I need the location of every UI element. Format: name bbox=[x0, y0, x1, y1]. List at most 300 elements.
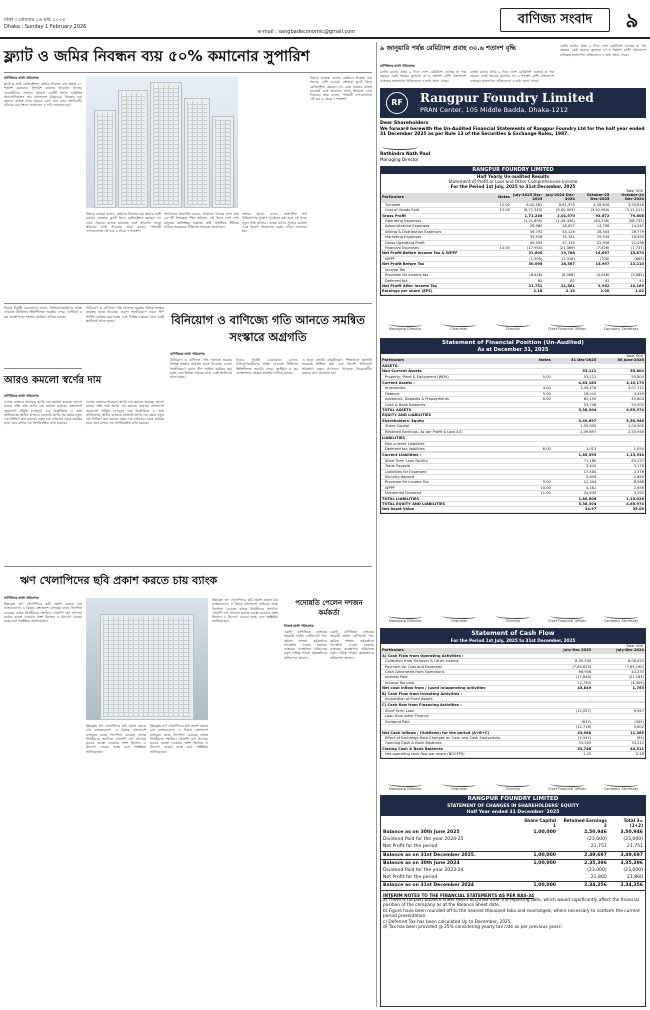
fp-cell: Deferred tax liabilities bbox=[381, 446, 529, 451]
article1-body-col5: রিহ্যাব নেতারা বলেন, বর্তমানে নিবন্ধন ব্যয় অনেক বেশি হওয়ায় ক্রেতারা ফ্ল্যাট কিনে রেজিস্ট্রেশন করছেন না। এতে সরকার রাজস্ব হারাচ্ছে এবং আবাসন খাতে স্থবিরতা দেখা দিয়েছে। তারা বলেন, পার্শ্ববর্তী দেশগুলোতে এই ব্যয় ৬ থেকে ৭ শতাংশ। bbox=[310, 76, 372, 102]
pl-cell: 19,934 bbox=[576, 235, 611, 240]
signature-label: Director bbox=[505, 327, 521, 331]
fp-cell: 35.09 bbox=[597, 507, 645, 512]
notice-salutation: Dear Shareholders bbox=[380, 121, 429, 126]
building-4 bbox=[184, 98, 210, 208]
cf-cell: - bbox=[539, 697, 592, 702]
pl-table bbox=[381, 193, 645, 295]
fp-cell: 34.97 bbox=[552, 507, 597, 512]
fp-cell: 8.00 bbox=[529, 446, 552, 451]
eq-cell: 3,49,697 bbox=[609, 851, 645, 859]
divider-1 bbox=[4, 303, 372, 304]
cf-cell: (21,183) bbox=[592, 675, 645, 680]
cf-cell: (637) bbox=[539, 719, 592, 724]
cf-cell: 43,235 bbox=[592, 670, 645, 675]
fp-cell: 65,150 bbox=[552, 397, 597, 402]
eq-cell: 2,49,697 bbox=[558, 851, 609, 859]
cf-header-cell: July-Dec 2025 bbox=[539, 648, 592, 653]
pl-cell: Gross Profit bbox=[381, 213, 497, 218]
pl-cell: (1,21,690) bbox=[511, 219, 543, 224]
pl-cell: 79,806 bbox=[610, 213, 645, 218]
column-divider bbox=[376, 42, 377, 1007]
cf-cell: B) Cash Flow from Investing Activities : bbox=[381, 691, 539, 696]
signature-label: Chairman bbox=[450, 619, 468, 623]
cf-cell: Payment for Cost and Expenses bbox=[381, 664, 539, 669]
fp-cell: 3,50,946 bbox=[597, 418, 645, 423]
pl-cell: Net Profit After Income Tax bbox=[381, 283, 497, 288]
pl-cell: 29,786 bbox=[543, 251, 575, 256]
pl-cell: 3,93,818 bbox=[610, 202, 645, 207]
pl-cell: Income Tax bbox=[381, 267, 497, 272]
eq-note-item: b) Figure have been rounded off to the nearest thousand taka and rearranged, where necessary to conform the current period presentation. bbox=[383, 908, 640, 920]
pl-cell: 41 bbox=[576, 278, 611, 283]
fp-row bbox=[381, 507, 645, 512]
fp-cell: Unclaimed Dividend bbox=[381, 491, 529, 496]
eq-cell: Dividend Paid for the year 2024-25 bbox=[383, 837, 464, 843]
fp-cell: 3,449 bbox=[597, 391, 645, 396]
fp-cell: 2,849 bbox=[552, 474, 597, 479]
signature-label: Managing Director bbox=[388, 787, 422, 791]
fp-cell: 53,746 bbox=[552, 402, 597, 407]
cf-cell: C) Cash flow from Financing Activities : bbox=[381, 703, 539, 708]
fp-cell: 5.00 bbox=[529, 374, 552, 379]
pl-unit: Taka '000 bbox=[625, 189, 643, 193]
pl-cell: (3,32,954) bbox=[576, 208, 611, 213]
pl-section bbox=[380, 166, 646, 296]
signature-label: Managing Director bbox=[388, 619, 422, 623]
pl-cell: Gross Operating Profit bbox=[381, 240, 497, 245]
fp-cell: 53,205 bbox=[597, 402, 645, 407]
building-3 bbox=[150, 82, 182, 208]
notice-signer-title: Managing Director bbox=[380, 157, 419, 162]
article1-body-col3: সংগঠনের সভাপতি বলেন, আবাসন খাতের সঙ্গে প্রায় ৪৫০টি লিংকেজ শিল্প জড়িত। এই খাতে লাখ লাখ মানুষের কর্মসংস্থান হয়েছে। তাই খাতটিকে টিকিয়ে রাখতে সরকারের নীতিগত সহায়তা প্রয়োজন। bbox=[164, 212, 239, 229]
eq-header-cell bbox=[381, 817, 518, 829]
pl-cell: (4,046) bbox=[576, 273, 611, 278]
eq-cell: (23,000) bbox=[587, 868, 607, 874]
eq-section bbox=[380, 795, 646, 1007]
article2-body-col2: বিডার নির্বাহী চেয়ারম্যান বলেন, বিনিয়োগকারীদের আস্থা ফেরাতে নীতিগত স্থিতিশীলতা জরুরি। বন্দর, কাস্টমস ও কর ব্যবস্থাপনায় সংস্কার কার্যক্রম এগিয়ে চলছে। bbox=[236, 358, 298, 375]
fp-cell: 34,639 bbox=[552, 491, 597, 496]
fp-cell: 5,36,304 bbox=[552, 408, 597, 413]
notice-message: We forward herewith the Un-Audited Financial Statements of Rangpur Foundry Ltd for the half year ended 31 December 2025 as per Rule 13 of the Securities & Exchange Rules, 1987. bbox=[380, 127, 645, 138]
signature-label: Chief Financial Officer bbox=[547, 787, 587, 791]
fp-signatures bbox=[380, 614, 646, 626]
fp-cell: 2,50,946 bbox=[597, 429, 645, 434]
cf-cell: 53,746 bbox=[539, 746, 592, 751]
fp-cell: 1,013 bbox=[552, 446, 597, 451]
article4-body-col4: ইচ্ছাকৃত ঋণ খেলাপিদের ছবি প্রকাশ করতে চায় ব্যাংকগুলো। এ বিষয়ে বাংলাদেশ ব্যাংকের কাছে নির্দেশনা চেয়েছে ব্যাংক নির্বাহীদের সংগঠন। খেলাপি ঋণ আদায়ে কঠোর ব্যবস্থা নেওয়ার অংশ হিসেবে এ উদ্যোগ নেওয়া হচ্ছে বলে সংশ্লিষ্টরা জানিয়েছেন। bbox=[212, 598, 278, 624]
cf-cell: 53,205 bbox=[539, 741, 592, 746]
article1-body-col4: বক্তারা আরও বলেন, অপ্রদর্শিত অর্থ বিনিয়োগের সুযোগ পুনর্বহাল করা হলে এই খাতে নতুন গতি আসবে। ব্যাংক ঋণের সুদহার কমানো এবং গৃহঋণ সহজলভ্য করার দাবিও জানানো হয়। bbox=[242, 212, 307, 234]
pl-cell: 9,992 bbox=[576, 283, 611, 288]
notice-company-name: Rangpur Foundry Limited bbox=[420, 91, 594, 105]
eq-cell: Balance as on 31st December 2025. bbox=[381, 851, 518, 859]
fp-cell: 55,804 bbox=[597, 374, 645, 379]
pl-cell: 1.00 bbox=[576, 289, 611, 294]
fp-cell: 3,49,278 bbox=[552, 386, 597, 391]
notice-signer: Rathindra Nath Paul bbox=[380, 152, 431, 157]
article6-byline: বাণিজ্যিক বার্তা পরিবেশক bbox=[380, 64, 415, 68]
article6-headline: ৯ জানুয়ারি পর্যন্ত রেমিট্যান্স প্রবাহ ৩০.৬ শতাংশ বৃদ্ধি bbox=[380, 44, 516, 52]
article3-body-col1: দেশের বাজারে আবারও স্বর্ণের দাম কমানো হয়েছে। ভালো মানের প্রতি ভরি স্বর্ণের দাম কমানো হয়েছে। বাংলাদেশ জুয়েলার্স সমিতি (বাজুস) এক বিজ্ঞপ্তিতে এ তথ্য জানিয়েছে। স্থানীয় বাজারে তেজাবি স্বর্ণের দাম কমায় নতুন দাম নির্ধারণ করা হয়েছে। নতুন দাম সোমবার থেকে কার্যকর হবে। তবে রুপার দাম অপরিবর্তিত রাখা হয়েছে। bbox=[4, 400, 82, 426]
signature-block bbox=[380, 782, 430, 794]
pl-cell: (21,369) bbox=[543, 246, 575, 251]
article2-byline: বাণিজ্যিক বার্তা পরিবেশক bbox=[170, 352, 205, 356]
fp-cell: 3,176 bbox=[597, 464, 645, 469]
eq-cell bbox=[518, 836, 558, 843]
pl-cell: 49,555 bbox=[511, 240, 543, 245]
article1-byline: বাণিজ্যিক বার্তা পরিবেশক bbox=[4, 76, 39, 80]
notice-header bbox=[380, 88, 646, 118]
eq-row bbox=[381, 851, 645, 859]
fp-unit: Taka' 000 bbox=[625, 354, 643, 358]
pl-cell: (8,426) bbox=[511, 273, 543, 278]
cf-cell: 66,906 bbox=[539, 670, 592, 675]
cf-cell: Short Term Loan bbox=[381, 708, 539, 713]
pl-header-row bbox=[381, 193, 645, 202]
fp-cell: TOTAL ASSETS bbox=[381, 408, 529, 413]
pl-subtitle-1: Half Yearly Un-audited Results bbox=[476, 174, 550, 179]
cf-cell: (7,63,190) bbox=[592, 664, 645, 669]
pl-cell: (3,082) bbox=[610, 273, 645, 278]
fp-cell: 9.00 bbox=[529, 480, 552, 485]
pl-cell: 21,861 bbox=[543, 283, 575, 288]
fp-title: Statement of Financial Position (Un-Audited) bbox=[381, 339, 645, 347]
fp-cell: 2,656 bbox=[597, 485, 645, 490]
fp-cell: 71,180 bbox=[552, 458, 597, 463]
fp-section bbox=[380, 338, 646, 514]
bank-building bbox=[100, 614, 194, 720]
article4-headline: ঋণ খেলাপিদের ছবি প্রকাশ করতে চায় ব্যাংক bbox=[20, 574, 218, 587]
eq-title-3: Half Year ended 31 December '2025 bbox=[381, 810, 645, 817]
pl-cell: Deferred tax bbox=[381, 278, 497, 283]
article4-bank-photo bbox=[86, 598, 208, 720]
eq-cell: 21,860 bbox=[626, 875, 643, 881]
eq-row bbox=[381, 829, 645, 836]
fp-cell: 8,068 bbox=[597, 480, 645, 485]
pl-cell: 14,798 bbox=[576, 224, 611, 229]
article6-body-col1: চলতি মাসের প্রথম ৯ দিনে দেশে রেমিট্যান্স এসেছে যা গত বছরের একই সময়ের তুলনায় ৩০.৬ শতাংশ বেশি। বাংলাদেশ ব্যাংকের হালনাগাদ প্রতিবেদনে এ তথ্য জানা গেছে। bbox=[380, 70, 466, 83]
article1-building-photo bbox=[86, 76, 238, 208]
pl-cell: (1,505) bbox=[511, 256, 543, 261]
eq-cell bbox=[518, 843, 558, 851]
cf-cell: - bbox=[539, 714, 592, 719]
fp-cell: Shareholders' Equity bbox=[381, 418, 529, 423]
pl-signatures bbox=[380, 322, 646, 334]
fp-cell: Non-current Liabilities bbox=[381, 441, 529, 446]
pl-cell: 22,936 bbox=[576, 240, 611, 245]
pl-cell: 18,995 bbox=[610, 235, 645, 240]
cf-signatures bbox=[380, 782, 646, 794]
signature-block bbox=[596, 614, 646, 626]
article2-body-col4: বিনিয়োগ ও বাণিজ্যে গতি আনতে সরকার বিভিন্ন সংস্কার কার্যক্রম হাতে নিয়েছে। ব্যবসা সহজীকরণে ওয়ান স্টপ সার্ভিস কার্যকর করা হচ্ছে এবং বিভিন্ন দপ্তরের সেবা একই প্ল্যাটফর্মে আনা হচ্ছে। bbox=[86, 306, 164, 323]
fp-cell: 1,15,028 bbox=[597, 496, 645, 501]
cf-table bbox=[381, 648, 645, 757]
cf-subtitle: For the Period 1st July, 2025 to 31st December, 2025 bbox=[381, 638, 645, 644]
eq-cell: 21,860 bbox=[590, 875, 607, 881]
signature-block bbox=[596, 322, 646, 334]
cf-cell: Closing Cash & Bank Balances bbox=[381, 746, 539, 751]
pl-cell: 56,792 bbox=[511, 229, 543, 234]
fp-header-cell: 30 June-2025 bbox=[597, 358, 645, 363]
eq-cell: 21,751 bbox=[590, 844, 607, 850]
cf-row bbox=[381, 752, 645, 757]
article2-body-col3: এ ছাড়া রপ্তানি বহুমুখীকরণ, শিল্পাঞ্চলে জ্বালানি সরবরাহ নিশ্চিত করা এবং বিদেশি বিনিয়োগ আকর্ষণে নতুন প্রণোদনা প্যাকেজ বিবেচনাধীন রয়েছে বলে জানানো হয়। bbox=[302, 358, 372, 375]
cf-cell: Acquisition of Fixed Assets bbox=[381, 697, 539, 702]
fp-cell: EQUITY AND LIABILITIES bbox=[381, 413, 529, 418]
pl-cell: 2.18 bbox=[511, 289, 543, 294]
cf-cell: Effect of Exchange Rate Changes on Cash and Cash Equivalents bbox=[381, 735, 539, 740]
fp-cell: 1,86,608 bbox=[552, 496, 597, 501]
fp-cell: 12,344 bbox=[552, 480, 597, 485]
cf-cell: Net operating cash flow per share (NOCFPS) bbox=[381, 752, 539, 757]
article3-headline: আরও কমলো স্বর্ণের দাম bbox=[4, 375, 102, 386]
cf-header-cell: July-Dec 2024 bbox=[592, 648, 645, 653]
fp-cell: 83,237 bbox=[597, 458, 645, 463]
article5-headline: পদোন্নতি পেলেন দশজন কর্মকর্তা bbox=[295, 599, 363, 617]
masthead-email[interactable]: e-mail : sangbadeconomic@gmail.com bbox=[258, 29, 356, 35]
pl-cell: 1,71,236 bbox=[511, 213, 543, 218]
pl-header-cell: Notes bbox=[497, 193, 511, 202]
fp-cell: 1,13,934 bbox=[597, 453, 645, 458]
cf-cell: (2,547) bbox=[539, 735, 592, 740]
cf-cell: (4,309) bbox=[592, 680, 645, 685]
pl-cell: Turnover bbox=[381, 202, 497, 207]
cf-cell: (63) bbox=[592, 735, 645, 740]
cf-cell: - bbox=[592, 697, 645, 702]
fp-cell: 1,85,595 bbox=[552, 453, 597, 458]
fp-cell: 1,00,000 bbox=[597, 424, 645, 429]
pl-cell: (6,588) bbox=[543, 273, 575, 278]
fp-cell: Short Term Loan Facility bbox=[381, 458, 529, 463]
building-1 bbox=[94, 110, 116, 208]
eq-header-cell: Share Capital 1 bbox=[524, 818, 556, 828]
eq-header-cell: Retained Earnings 2 bbox=[563, 818, 607, 828]
eq-cell: Balance as on 31st December 2024 bbox=[381, 882, 518, 890]
fp-cell: 53,121 bbox=[552, 369, 597, 374]
fp-cell: 5.00 bbox=[529, 391, 552, 396]
masthead-date-en: Dhaka : Sunday 1 February 2026 bbox=[4, 24, 87, 30]
eq-cell: 2,35,396 bbox=[584, 860, 607, 866]
signature-block bbox=[542, 322, 592, 334]
cf-unit: Taka' 000 bbox=[625, 644, 643, 648]
pl-cell: 14.00 bbox=[497, 246, 511, 251]
signature-block bbox=[542, 614, 592, 626]
signature-block bbox=[596, 782, 646, 794]
eq-row bbox=[381, 836, 645, 843]
pl-cell: Administrative Expenses bbox=[381, 224, 497, 229]
pl-cell: Net Profit Before Tax bbox=[381, 262, 497, 267]
fp-cell: Liabilities for Expenses bbox=[381, 469, 529, 474]
pl-cell: Operating Expenses bbox=[381, 219, 497, 224]
eq-cell: Net Profit for the period bbox=[383, 844, 438, 850]
cf-cell: Net cash inflow from / (used in)operating activities bbox=[381, 686, 539, 691]
cf-cell: 1.25 bbox=[539, 752, 592, 757]
cf-cell: 1,763 bbox=[592, 686, 645, 691]
eq-notes bbox=[381, 898, 645, 930]
pl-cell: Net Profit Before Income Tax & WPPF bbox=[381, 251, 497, 256]
fp-cell: ASSETS: bbox=[381, 363, 529, 368]
cf-cell: Interest Paid bbox=[381, 675, 539, 680]
pl-cell: 2,01,570 bbox=[543, 213, 575, 218]
pl-cell: 14,697 bbox=[576, 251, 611, 256]
pl-header-cell: October-24 Dec-2024 bbox=[610, 193, 645, 202]
signature-label: Chief Financial Officer bbox=[547, 327, 587, 331]
eq-title-1: RANGPUR FOUNDRY LIMITED bbox=[381, 796, 645, 804]
eq-cell: 21,751 bbox=[626, 844, 643, 850]
pl-cell: 14,241 bbox=[610, 224, 645, 229]
cf-cell: Cash Generated from Operations bbox=[381, 670, 539, 675]
fp-cell: TOTAL LIABILITIES bbox=[381, 496, 529, 501]
signature-label: Director bbox=[505, 787, 521, 791]
article4-byline: বাণিজ্যিক বার্তা পরিবেশক bbox=[4, 596, 39, 600]
eq-cell: 3,34,256 bbox=[609, 882, 645, 890]
article3-body-col2: দেশের বাজারে আবারও স্বর্ণের দাম কমানো হয়েছে। ভালো মানের প্রতি ভরি স্বর্ণের দাম কমানো হয়েছে। বাংলাদেশ জুয়েলার্স সমিতি (বাজুস) এক বিজ্ঞপ্তিতে এ তথ্য জানিয়েছে। স্থানীয় বাজারে তেজাবি স্বর্ণের দাম কমায় নতুন দাম নির্ধারণ করা হয়েছে। নতুন দাম সোমবার থেকে কার্যকর হবে। তবে রুপার দাম অপরিবর্তিত রাখা হয়েছে। bbox=[86, 400, 164, 426]
pl-cell: (700) bbox=[576, 256, 611, 261]
pl-cell: 35,781 bbox=[543, 235, 575, 240]
eq-cell: Balance as on 30th June 2024 bbox=[383, 860, 460, 866]
fp-cell: Retained Earnings- As per Profit & Loss A/C bbox=[381, 429, 529, 434]
notice-address: PRAN Center, 105 Middle Badda, Dhaka-1212 bbox=[420, 106, 569, 114]
eq-cell: 1,00,000 bbox=[533, 830, 556, 835]
company-logo-icon: RF bbox=[386, 92, 408, 114]
eq-cell: Dividend Paid for the year 2023-24 bbox=[383, 868, 464, 874]
signature-label: Company Secretary bbox=[603, 327, 639, 331]
pl-cell: (1,26,440) bbox=[543, 219, 575, 224]
fp-cell: Debtors bbox=[381, 391, 529, 396]
fp-cell: 11.00 bbox=[529, 491, 552, 496]
eq-row bbox=[381, 860, 645, 867]
pl-cell: 21,036 bbox=[610, 240, 645, 245]
eq-cell: 3,35,396 bbox=[620, 860, 643, 866]
fp-cell: Property, Plant & Equipment (WDV) bbox=[381, 374, 529, 379]
eq-title-2: STATEMENT OF CHANGES IN SHAREHOLDERS' EQUITY bbox=[381, 804, 645, 810]
fp-cell: 5,36,304 bbox=[552, 501, 597, 506]
signature-block bbox=[434, 614, 484, 626]
cf-title: Statement of Cash Flow bbox=[381, 629, 645, 638]
fp-cell: Security deposit bbox=[381, 474, 529, 479]
fp-cell: 4.00 bbox=[529, 386, 552, 391]
cf-cell: (12,716) bbox=[539, 725, 592, 730]
signature-label: Managing Director bbox=[388, 327, 422, 331]
article5-byline: নিজস্ব বার্তা পরিবেশক bbox=[284, 624, 314, 628]
masthead bbox=[0, 0, 650, 40]
fp-cell: 3,49,697 bbox=[552, 418, 597, 423]
fp-cell: TOTAL EQUITY AND LIABILITIES bbox=[381, 501, 529, 506]
pl-cell: 41 bbox=[610, 278, 645, 283]
pl-cell: 26,779 bbox=[610, 229, 645, 234]
pl-cell: 2.19 bbox=[543, 289, 575, 294]
eq-note-item: d) Tax has been provided @ 25% considering yearly tax rate as per previous years'. bbox=[383, 925, 564, 931]
eq-note-item: c) Deferred Tax has been calculated Up to December, 2025. bbox=[383, 919, 512, 925]
cf-cell: (17,848) bbox=[539, 675, 592, 680]
article1-headline: ফ্ল্যাট ও জমির নিবন্ধন ব্যয় ৫০% কমানোর সুপারিশ bbox=[4, 47, 310, 65]
eq-cell: 2,34,256 bbox=[558, 882, 609, 890]
eq-note-item: a) There is no post balance sheet event occurred after the reporting date, which would significantly affect the financial position of the company as at the Balance Sheet date. bbox=[383, 898, 639, 909]
fp-cell: Trade Payable bbox=[381, 464, 529, 469]
fp-subtitle: As at December 31, 2025 bbox=[381, 347, 645, 354]
pl-cell: 82 bbox=[511, 278, 543, 283]
signature-block bbox=[380, 614, 430, 626]
eq-cell: (23,000) bbox=[623, 868, 643, 874]
cf-cell: 9,602 bbox=[592, 725, 645, 730]
article1-body-col2: রিহ্যাব নেতারা বলেন, বর্তমানে নিবন্ধন ব্যয় অনেক বেশি হওয়ায় ক্রেতারা ফ্ল্যাট কিনে রেজিস্ট্রেশন করছেন না। এতে সরকার রাজস্ব হারাচ্ছে এবং আবাসন খাতে স্থবিরতা দেখা দিয়েছে। তারা বলেন, পার্শ্ববর্তী দেশগুলোতে এই ব্যয় ৬ থেকে ৭ শতাংশ। bbox=[86, 212, 161, 234]
signature-block bbox=[488, 782, 538, 794]
pl-cell: 4,26,626 bbox=[576, 202, 611, 207]
fp-cell: Advances, Deposits & Prepayments bbox=[381, 397, 529, 402]
cf-cell: (2,750) bbox=[539, 680, 592, 685]
fp-cell: Net Asset Value bbox=[381, 507, 529, 512]
pl-cell: Selling & Distribution Expenses bbox=[381, 229, 497, 234]
eq-header-row bbox=[381, 817, 645, 829]
pl-row bbox=[381, 289, 645, 294]
cf-cell: Loan from other Finance bbox=[381, 714, 539, 719]
signature-label: Company Secretary bbox=[603, 787, 639, 791]
fp-header-cell: Particulars bbox=[381, 358, 529, 363]
article2-headline: বিনিয়োগ ও বাণিজ্যে গতি আনতে সমন্বিত সংস্কারে অগ্রগতি bbox=[171, 313, 365, 344]
pl-cell: Cost of Goods Sold bbox=[381, 208, 497, 213]
pl-cell: (17,955) bbox=[511, 246, 543, 251]
fp-cell: 4,65,974 bbox=[597, 501, 645, 506]
cf-cell: 9,947 bbox=[592, 708, 645, 713]
fp-cell: Current Liabilities : bbox=[381, 453, 529, 458]
cf-cell: Net Cash Inflows / (Outflows) for the period (A+B+C) bbox=[381, 730, 539, 735]
pl-cell: Financial Expenses bbox=[381, 246, 497, 251]
pl-cell: 12.00 bbox=[497, 202, 511, 207]
signature-label: Chairman bbox=[450, 327, 468, 331]
pl-cell: 28,627 bbox=[543, 224, 575, 229]
signature-block bbox=[542, 782, 592, 794]
eq-cell: 2,50,946 bbox=[584, 830, 607, 835]
pl-cell: 54,129 bbox=[543, 229, 575, 234]
pl-cell: (1,418) bbox=[543, 256, 575, 261]
article1-body-col1: ফ্ল্যাট ও জমি রেজিস্ট্রেশনে বর্তমান নিবন্ধন ব্যয় অন্তত ৫০ শতাংশ কমানোর সুপারিশ করেছে আবাসন খাতের ব্যবসায়ীদের সংগঠন রিয়েল এস্টেট অ্যান্ড হাউজিং অ্যাসোসিয়েশন অব বাংলাদেশ (রিহ্যাব)। নিবন্ধন ব্যয় কমালে রাজস্ব আয় বাড়বে বলে মনে করে সংগঠনটি। রবিবার এক সংবাদ সম্মেলনে এ দাবি জানানো হয়। bbox=[4, 82, 82, 108]
eq-cell bbox=[518, 867, 558, 874]
fp-cell: 16,010 bbox=[552, 391, 597, 396]
cf-cell: Opening Cash & Bank Balances bbox=[381, 741, 539, 746]
article3-byline: বাণিজ্যিক বার্তা পরিবেশক bbox=[4, 394, 39, 398]
fp-cell: 2,49,697 bbox=[552, 429, 597, 434]
pl-cell: (6,60,003) bbox=[543, 208, 575, 213]
pl-cell: 28,504 bbox=[576, 229, 611, 234]
pl-cell: 21,751 bbox=[511, 283, 543, 288]
fp-cell: Non-Current Assets bbox=[381, 369, 529, 374]
pl-cell: 1.02 bbox=[610, 289, 645, 294]
masthead-rule bbox=[0, 37, 650, 39]
pl-cell: 8,42,581 bbox=[511, 202, 543, 207]
fp-cell: 3,576 bbox=[597, 469, 645, 474]
pl-cell bbox=[497, 289, 511, 294]
pl-cell: 13,997 bbox=[576, 262, 611, 267]
pl-cell: Earnings per share (EPS) bbox=[381, 289, 497, 294]
article2-body-col5: বিডার নির্বাহী চেয়ারম্যান বলেন, বিনিয়োগকারীদের আস্থা ফেরাতে নীতিগত স্থিতিশীলতা জরুরি। বন্দর, কাস্টমস ও কর ব্যবস্থাপনায় সংস্কার কার্যক্রম এগিয়ে চলছে। bbox=[4, 306, 82, 319]
article6-body-col2: চলতি মাসের প্রথম ৯ দিনে দেশে রেমিট্যান্স এসেছে যা গত বছরের একই সময়ের তুলনায় ৩০.৬ শতাংশ বেশি। বাংলাদেশ ব্যাংকের হালনাগাদ প্রতিবেদনে এ তথ্য জানা গেছে। bbox=[470, 70, 554, 83]
eq-cell: 1,00,000 bbox=[533, 860, 556, 866]
pl-cell: Provision for Income tax bbox=[381, 273, 497, 278]
article4-body-col3: ইচ্ছাকৃত ঋণ খেলাপিদের ছবি প্রকাশ করতে চায় ব্যাংকগুলো। এ বিষয়ে বাংলাদেশ ব্যাংকের কাছে নির্দেশনা চেয়েছে ব্যাংক নির্বাহীদের সংগঠন। খেলাপি ঋণ আদায়ে কঠোর ব্যবস্থা নেওয়ার অংশ হিসেবে এ উদ্যোগ নেওয়া হচ্ছে বলে সংশ্লিষ্টরা জানিয়েছেন। bbox=[150, 724, 208, 754]
masthead-logo: বাণিজ্য সংবাদ bbox=[500, 8, 610, 32]
fp-cell: Cash & Bank Balances bbox=[381, 402, 529, 407]
eq-cell: Net Profit for the period bbox=[383, 875, 438, 881]
fp-cell: 4,65,974 bbox=[597, 408, 645, 413]
pl-cell: (7,426) bbox=[576, 246, 611, 251]
pl-cell: 30,095 bbox=[511, 262, 543, 267]
cf-cell: (12,057) bbox=[539, 708, 592, 713]
fp-cell: 3,07,712 bbox=[597, 386, 645, 391]
signature-block bbox=[488, 614, 538, 626]
cf-cell: 45,849 bbox=[539, 686, 592, 691]
eq-table bbox=[381, 817, 645, 891]
